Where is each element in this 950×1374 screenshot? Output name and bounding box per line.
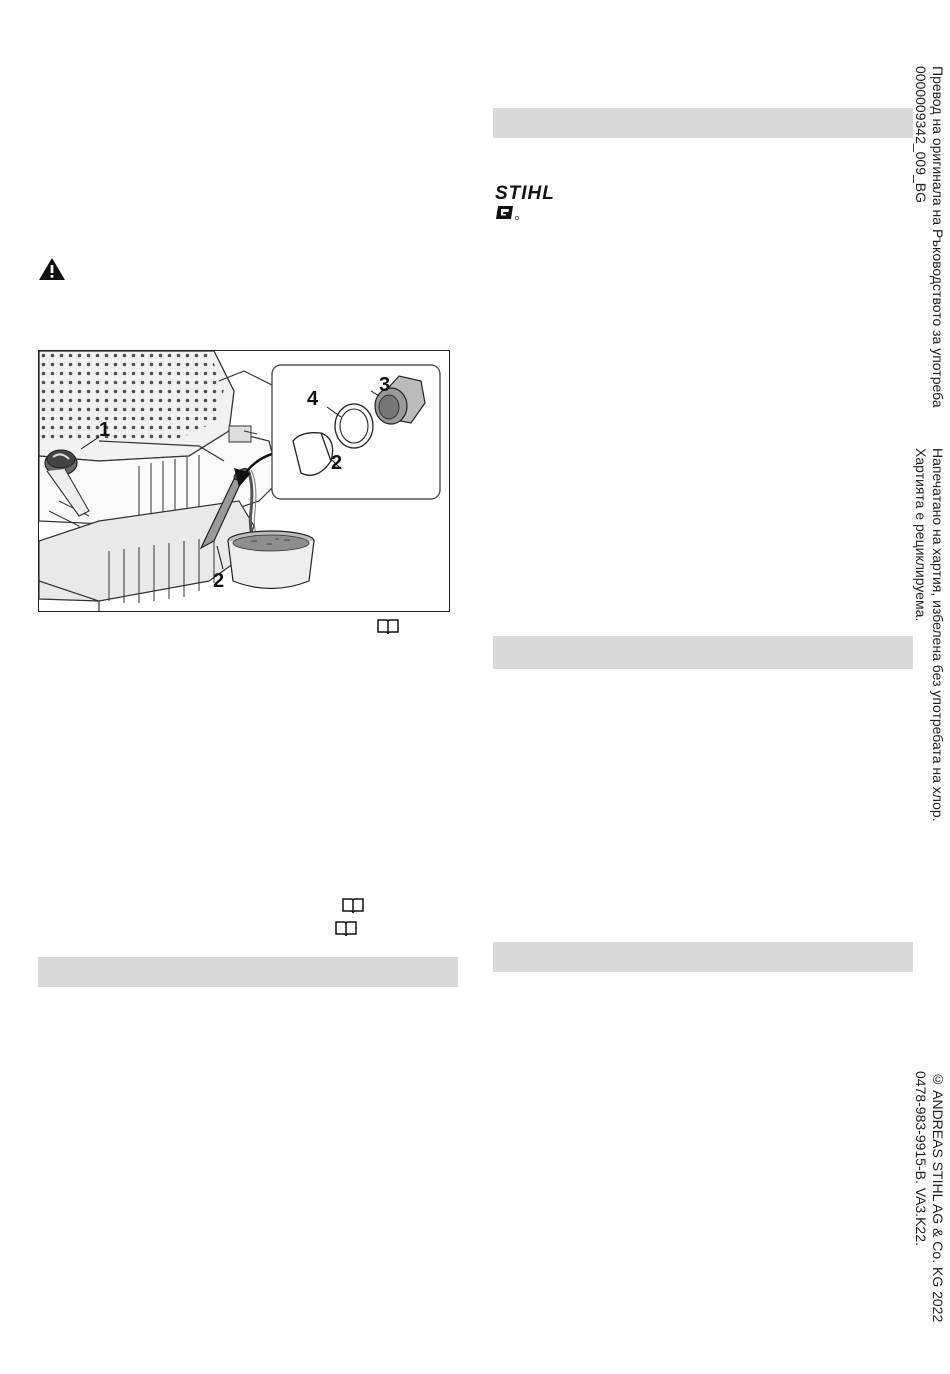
callout-3: 3 [379, 374, 391, 396]
document-number: 0000009342_009_BG [913, 66, 929, 204]
stihl-logo [493, 182, 573, 229]
section-bar-left-bottom [38, 957, 458, 987]
paper-note: Напечатано на хартия, избелена без употребата на хлор. [930, 448, 946, 822]
translation-note: Превод на оригинала на Ръководството за употреба [930, 66, 946, 408]
book-icon [335, 921, 357, 937]
section-bar-right-top [493, 108, 913, 138]
copyright: © ANDREAS STIHL AG & Co. KG 2022 [930, 1071, 946, 1323]
callout-2-main: 2 [213, 570, 225, 592]
part-number: 0478-983-9915-B. VA3.K22. [913, 1071, 929, 1246]
callout-4: 4 [307, 388, 319, 410]
section-bar-right-bottom [493, 942, 913, 972]
warning-triangle-icon [38, 257, 66, 281]
svg-text:STIHL: STIHL [495, 183, 555, 204]
callout-1: 1 [99, 419, 111, 441]
book-icon [342, 898, 364, 914]
callout-2-detail: 2 [331, 452, 343, 474]
oil-drain-illustration [38, 350, 450, 612]
book-icon [377, 619, 399, 635]
recycling-note: Хартията е рециклируема. [913, 448, 929, 622]
section-bar-right-middle [493, 636, 913, 669]
